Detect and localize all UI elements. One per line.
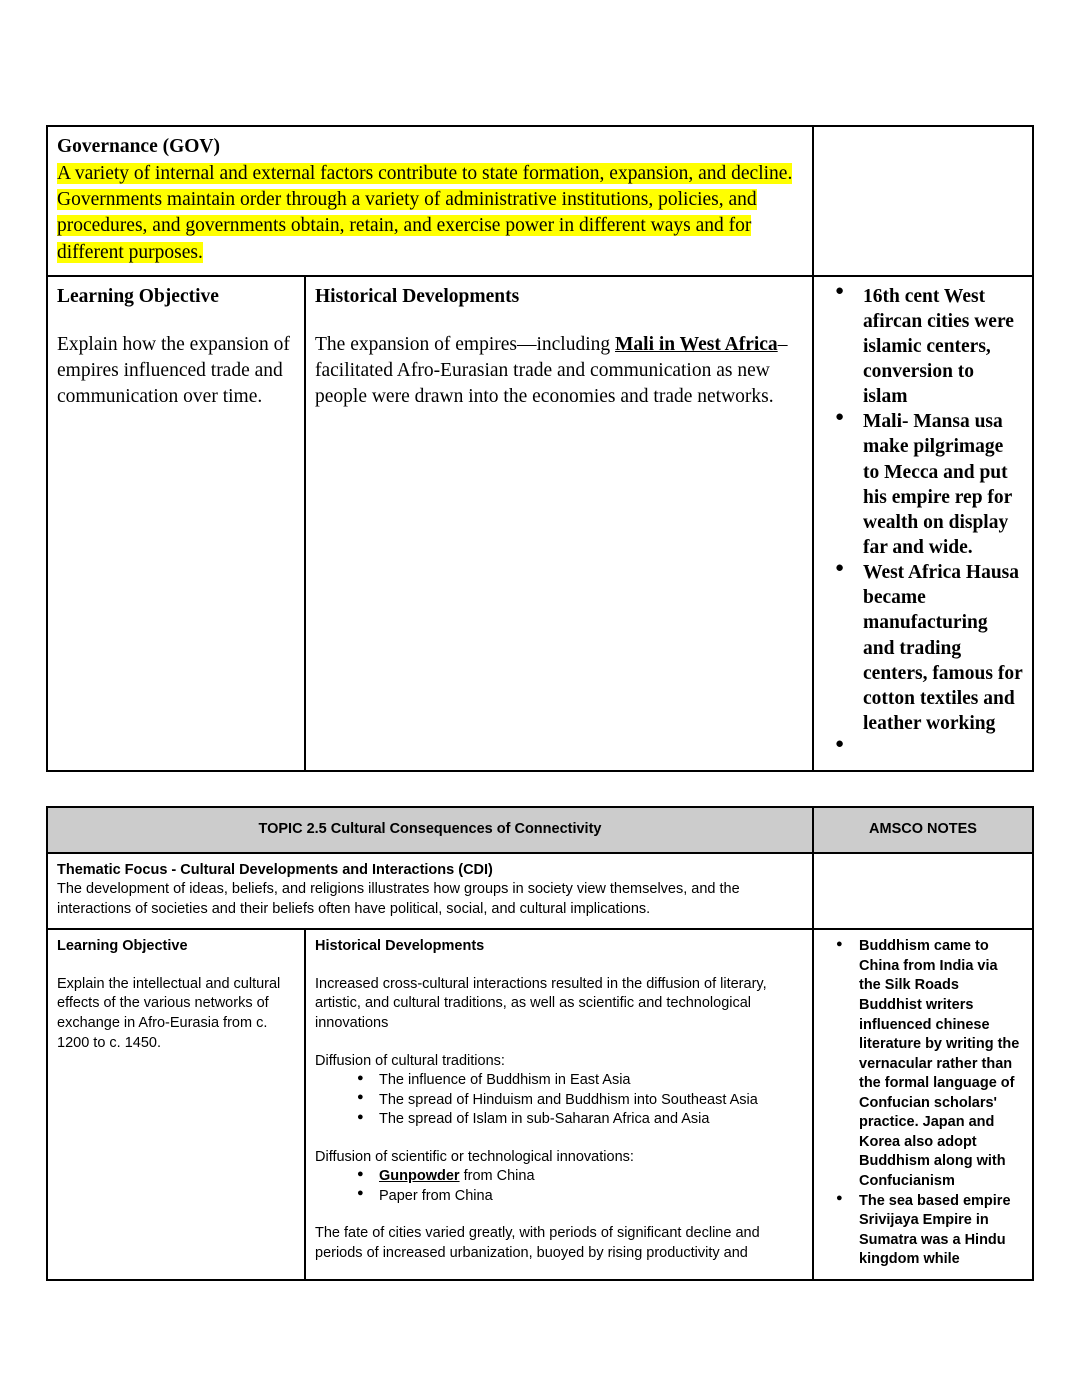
list-item: ● Buddhism came to China from India via the Silk Roads Buddhist writers influenced chinese literature by writing the vernacular rather than the formal language of Confucian scholars' practice. Japan and Korea also adopt Buddhism along with Confucianism: [859, 937, 1023, 1191]
topic-notes-list: [823, 937, 1023, 1270]
list-item: ● The spread of Islam in sub-Saharan Africa and Asia: [379, 1110, 803, 1130]
gunpowder-emphasis: Gunpowder: [379, 1168, 460, 1185]
list-item: [379, 1167, 803, 1187]
list-item: ● West Africa Hausa became manufacturing and trading centers, famous for cotton textiles and leather working: [859, 560, 1023, 736]
table-row-objective: [47, 929, 1033, 1280]
hd-paragraph-2: Diffusion of cultural traditions:: [315, 1052, 505, 1069]
topic-2-5-table: [46, 806, 1034, 1281]
list-item: ● The sea based empire Srivijaya Empire in Sumatra was a Hindu kingdom while: [859, 1192, 1023, 1270]
governance-learning-objective-cell: [47, 276, 305, 772]
governance-thematic-title: Governance (GOV): [57, 136, 221, 157]
governance-notes-list: [823, 284, 1023, 762]
topic-historical-developments-cell: [305, 929, 813, 1280]
hd-paragraph-1: Increased cross-cultural interactions resulted in the diffusion of literary, artistic, and cultural traditions, as well as scientific and technological innovations: [315, 975, 767, 1031]
learning-objective-body: Explain how the expansion of empires influenced trade and communication over time.: [57, 333, 290, 407]
table-row-objective: [47, 276, 1033, 772]
topic-learning-objective-cell: [47, 929, 305, 1280]
table-row-thematic-focus: [47, 853, 1033, 930]
governance-table: [46, 125, 1034, 772]
governance-amsco-notes-cell: [813, 276, 1033, 772]
cultural-traditions-list: [315, 1071, 803, 1130]
historical-developments-header: Historical Developments: [315, 285, 520, 307]
hd-paragraph-3: Diffusion of scientific or technological innovations:: [315, 1148, 634, 1165]
governance-historical-developments-cell: [305, 276, 813, 772]
list-item: ● Mali- Mansa usa make pilgrimage to Mecca and put his empire rep for wealth on display far and wide.: [859, 409, 1023, 560]
list-item: ● Paper from China: [379, 1187, 803, 1207]
thematic-focus-title: Thematic Focus - Cultural Developments and Interactions (CDI): [57, 861, 493, 878]
topic-thematic-cell: [47, 853, 813, 930]
hd-rest-text: –facilitated Afro-Eurasian trade and communication as new people were drawn into the economies and trade networks.: [315, 333, 788, 407]
hd-emphasis-text: Mali in West Africa: [615, 333, 778, 355]
governance-thematic-body: [57, 161, 803, 266]
governance-notes-empty-cell: [813, 126, 1033, 276]
highlighted-text: A variety of internal and external factors contribute to state formation, expansion, and decline. Governments maintain order through a variety of administrative institutions, policies, and procedures, and governments obtain, retain, and exercise power in different ways and for different purposes.: [57, 163, 793, 263]
learning-objective-header: Learning Objective: [57, 285, 219, 307]
hd-intro-text: The expansion of empires—including: [315, 333, 616, 355]
gunpowder-rest: from China: [459, 1168, 535, 1185]
topic-title-header: TOPIC 2.5 Cultural Consequences of Connectivity: [47, 807, 813, 853]
list-item: ● 16th cent West afircan cities were islamic centers, conversion to islam: [859, 284, 1023, 410]
amsco-notes-header: AMSCO NOTES: [813, 807, 1033, 853]
governance-thematic-cell: [47, 126, 813, 276]
list-item: ● The spread of Hinduism and Buddhism into Southeast Asia: [379, 1091, 803, 1111]
list-item: [859, 736, 1023, 761]
learning-objective-body: Explain the intellectual and cultural effects of the various networks of exchange in Afro-Eurasia from c. 1200 to c. 1450.: [57, 975, 281, 1051]
topic-thematic-notes-empty-cell: [813, 853, 1033, 930]
tech-innovations-list: [315, 1167, 803, 1206]
historical-developments-header: Historical Developments: [315, 938, 485, 955]
historical-developments-body: [315, 332, 803, 410]
table-row-thematic-focus: [47, 126, 1033, 276]
hd-paragraph-4: The fate of cities varied greatly, with periods of significant decline and periods of increased urbanization, buoyed by rising productivity and: [315, 1225, 760, 1261]
list-item: ● The influence of Buddhism in East Asia: [379, 1071, 803, 1091]
learning-objective-header: Learning Objective: [57, 938, 188, 955]
topic-amsco-notes-cell: [813, 929, 1033, 1280]
table-row-header: [47, 807, 1033, 853]
thematic-focus-body: The development of ideas, beliefs, and religions illustrates how groups in society view themselves, and the interactions of societies and their beliefs often have political, social, and cultural implications.: [57, 881, 740, 917]
